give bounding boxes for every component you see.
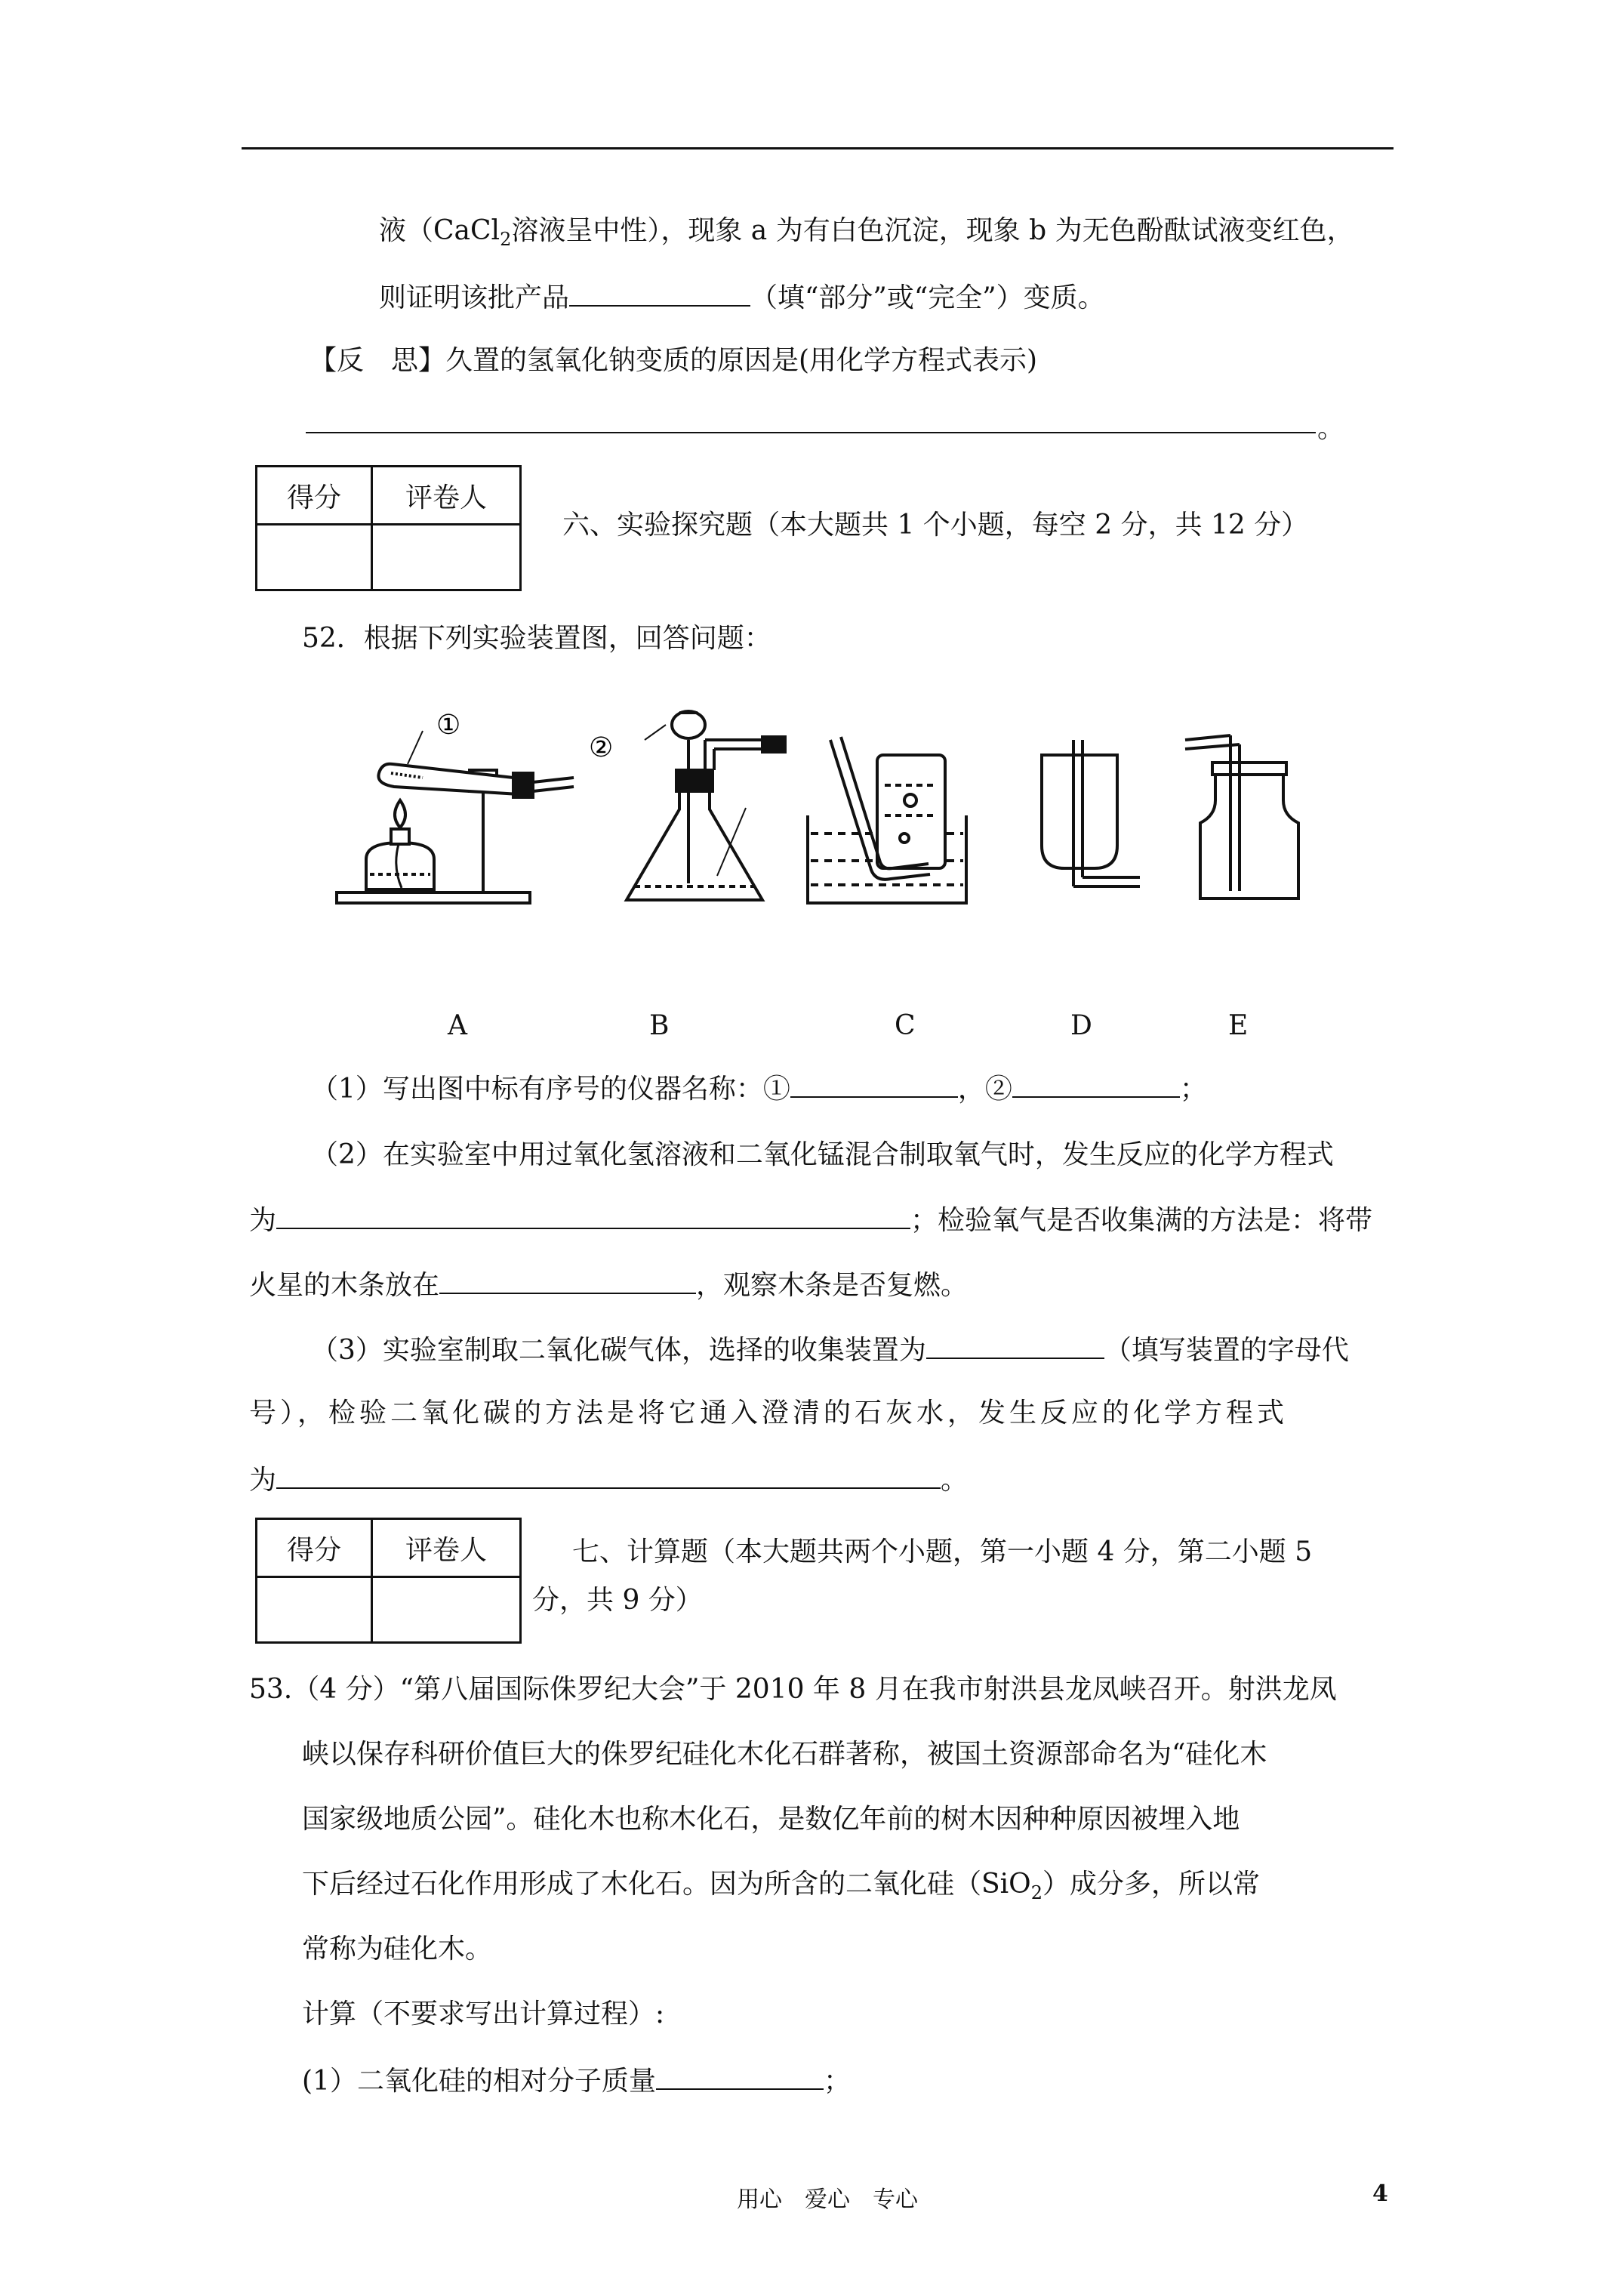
apparatus-b	[627, 711, 785, 900]
p2-c-pre: 火星的木条放在	[249, 1270, 440, 1301]
q53-l7-pre: (1）二氧化硅的相对分子质量	[302, 2066, 656, 2097]
p1-pre: （1）写出图中标有序号的仪器名称：①	[311, 1074, 790, 1105]
q53-line6: 计算（不要求写出计算过程）:	[302, 1999, 665, 2029]
answer-blank-collect-device[interactable]	[926, 1333, 1104, 1359]
score-table-2	[255, 1518, 522, 1644]
p2-b-post: ；检验氧气是否收集满的方法是：将带	[910, 1205, 1373, 1236]
q53-line3: 国家级地质公园”。硅化木也称木化石，是数亿年前的树木因种种原因被埋入地	[302, 1804, 1240, 1835]
p1-end: ；	[1179, 1074, 1207, 1105]
q53-l7-end: ；	[823, 2066, 851, 2097]
q52-part2-line3	[249, 1268, 968, 1301]
apparatus-a	[337, 731, 574, 903]
grader-cell-2[interactable]	[372, 1577, 521, 1643]
q53-line2: 峡以保存科研价值巨大的侏罗纪硅化木化石群著称，被国土资源部命名为“硅化木	[302, 1739, 1267, 1770]
answer-blank-o2-equation[interactable]	[276, 1203, 910, 1229]
label-e: E	[1228, 1010, 1249, 1041]
label-b: B	[649, 1010, 670, 1041]
q52-stem: 52．根据下列实验装置图，回答问题：	[302, 623, 771, 654]
apparatus-d	[1042, 740, 1140, 886]
apparatus-e	[1185, 735, 1298, 898]
q52-part3-line2: 号），检验二氧化碳的方法是将它通入澄清的石灰水，发生反应的化学方程式	[249, 1398, 1289, 1428]
score-cell[interactable]	[257, 525, 372, 590]
q53-line7	[302, 2064, 851, 2097]
apparatus-figure	[332, 695, 1313, 921]
q53-l4-post: ）成分多，所以常	[1042, 1869, 1260, 1900]
grader-header: 评卷人	[372, 467, 521, 525]
marker-1: ①	[436, 710, 461, 741]
answer-blank-degree[interactable]	[569, 281, 750, 307]
score-cell-2[interactable]	[257, 1577, 372, 1643]
q52-part2-line2	[249, 1203, 1372, 1236]
p2-c-post: ，观察木条是否复燃。	[696, 1270, 969, 1301]
p3-c-pre: 为	[249, 1465, 277, 1496]
apparatus-c	[808, 737, 966, 903]
answer-blank-instrument-2[interactable]	[1012, 1072, 1180, 1098]
score-table-1	[255, 465, 522, 591]
marker-2: ②	[589, 732, 614, 763]
text-line-1	[379, 216, 1354, 254]
score-header-2: 得分	[257, 1519, 372, 1577]
text-l2-post: （填“部分”或“完全”）变质。	[750, 282, 1105, 313]
q52-part1	[311, 1072, 1207, 1105]
text-line-reflection: 【反 思】久置的氢氧化钠变质的原因是(用化学方程式表示)	[310, 345, 1038, 376]
q53-line1: 53.（4 分）“第八届国际侏罗纪大会”于 2010 年 8 月在我市射洪县龙凤峡召开。射洪龙凤	[249, 1674, 1337, 1705]
p3-a-post: （填写装置的字母代	[1104, 1335, 1349, 1366]
text-line-2	[379, 281, 1105, 313]
p3-c-post: 。	[941, 1465, 969, 1496]
grader-cell[interactable]	[372, 525, 521, 590]
section-7-title-line2: 分，共 9 分）	[532, 1585, 703, 1616]
section-7-title-line1: 七、计算题（本大题共两个小题，第一小题 4 分，第二小题 5	[572, 1536, 1313, 1567]
p2-b-pre: 为	[249, 1205, 277, 1236]
label-d: D	[1070, 1010, 1092, 1041]
header-rule	[242, 147, 1394, 149]
text-l1-post: 溶液呈中性），现象 a 为有白色沉淀，现象 b 为无色酚酞试液变红色，	[511, 215, 1354, 246]
answer-blank-splint-position[interactable]	[439, 1268, 696, 1294]
p3-a-pre: （3）实验室制取二氧化碳气体，选择的收集装置为	[311, 1335, 926, 1366]
q53-line4	[302, 1869, 1260, 1908]
q52-part3-line1	[311, 1333, 1349, 1366]
subscript-2: 2	[500, 229, 512, 250]
answer-blank-equation[interactable]	[306, 432, 1316, 433]
q52-part2-line1: （2）在实验室中用过氧化氢溶液和二氧化锰混合制取氧气时，发生反应的化学方程式	[311, 1139, 1334, 1170]
p1-mid: ，②	[957, 1074, 1012, 1105]
grader-header-2: 评卷人	[372, 1519, 521, 1577]
q52-part3-line3	[249, 1463, 968, 1496]
section-6-title: 六、实验探究题（本大题共 1 个小题，每空 2 分，共 12 分）	[562, 510, 1309, 541]
subscript-sio2: 2	[1030, 1882, 1042, 1903]
footer-text: 用心 爱心 专心	[737, 2187, 918, 2213]
score-header: 得分	[257, 467, 372, 525]
text-l1-pre: 液（CaCl	[379, 215, 500, 246]
answer-blank-molecular-mass[interactable]	[656, 2064, 824, 2090]
answer-blank-co2-equation[interactable]	[276, 1463, 941, 1489]
answer-blank-instrument-1[interactable]	[790, 1072, 958, 1098]
q53-line5: 常称为硅化木。	[302, 1934, 493, 1965]
text-l2-pre: 则证明该批产品	[379, 282, 570, 313]
page-number: 4	[1372, 2180, 1388, 2207]
label-a: A	[448, 1010, 467, 1041]
q53-l4-pre: 下后经过石化作用形成了木化石。因为所含的二氧化硅（SiO	[302, 1869, 1031, 1900]
label-c: C	[895, 1010, 916, 1041]
text-l4-end: 。	[1317, 413, 1345, 444]
